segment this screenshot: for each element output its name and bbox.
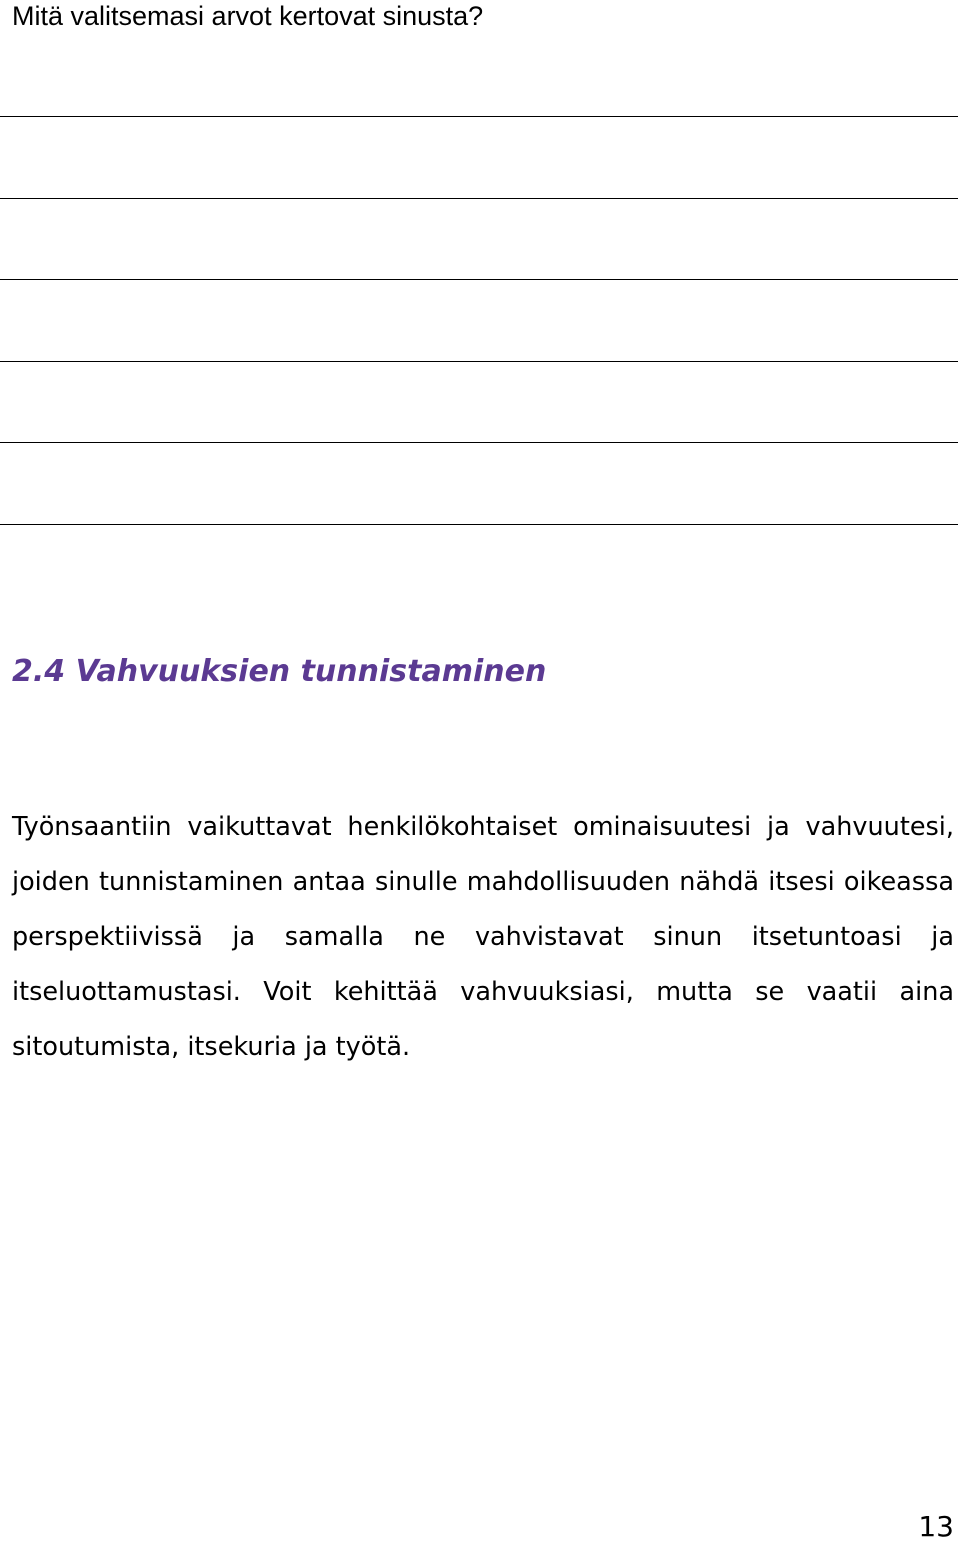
section-heading: 2.4 Vahvuuksien tunnistaminen <box>12 654 547 689</box>
question-prompt: Mitä valitsemasi arvot kertovat sinusta? <box>12 1 484 31</box>
answer-line <box>0 198 958 199</box>
page-number: 13 <box>918 1510 954 1543</box>
answer-line <box>0 524 958 525</box>
answer-line <box>0 279 958 280</box>
section-body-paragraph: Työnsaantiin vaikuttavat henkilökohtaiset ominaisuutesi ja vahvuutesi, joiden tunnistaminen antaa sinulle mahdollisuuden nähdä itsesi oikeassa perspektiivissä ja samalla ne vahvistavat sinun itsetuntoasi ja itseluottamustasi. Voit kehittää vahvuuksiasi, mutta se vaatii aina sitoutumista, itsekuria ja työtä. <box>12 812 954 1062</box>
answer-line <box>0 116 958 117</box>
answer-lines <box>0 0 960 600</box>
answer-line <box>0 442 958 443</box>
answer-line <box>0 361 958 362</box>
